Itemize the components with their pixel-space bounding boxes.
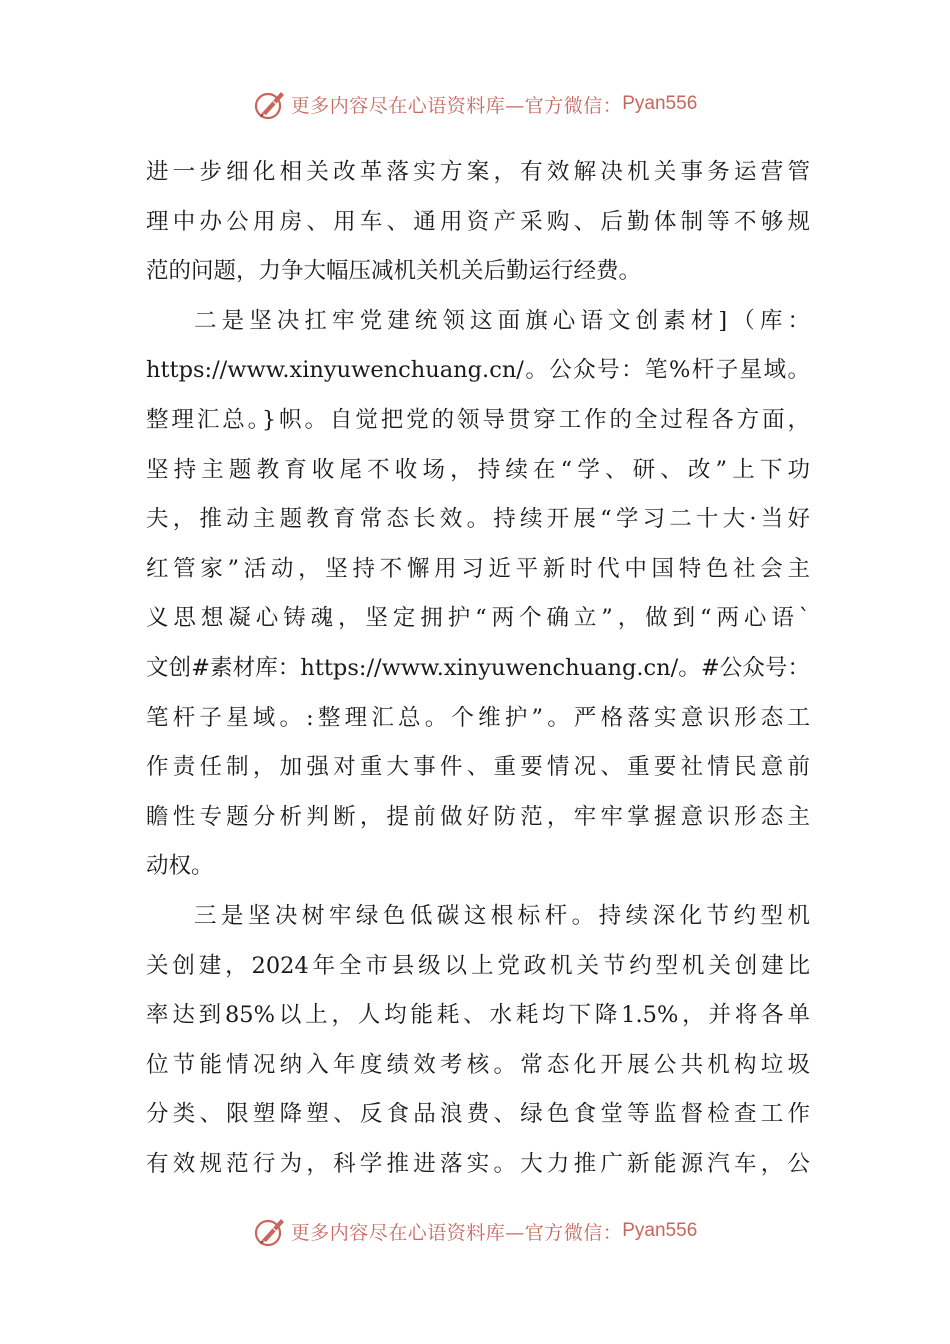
text-line: 文创#素材库：https://www.xinyuwenchuang.cn/。#公众号： bbox=[146, 654, 810, 681]
header-banner bbox=[0, 84, 950, 124]
quill-pen-logo-icon bbox=[253, 87, 287, 121]
text-line: 红管家”活动，坚持不懈用习近平新时代中国特色社会主 bbox=[146, 555, 810, 582]
text-line: 范的问题，力争大幅压减机关机关后勤运行经费。 bbox=[146, 258, 642, 285]
header-wechat-id: Pyan556 bbox=[622, 93, 698, 114]
quill-pen-logo-icon bbox=[253, 1214, 287, 1248]
text-line: 瞻性专题分析判断，提前做好防范，牢牢掌握意识形态主 bbox=[146, 803, 810, 830]
text-line: 率达到85%以上，人均能耗、水耗均下降1.5%，并将各单 bbox=[146, 1002, 810, 1029]
text-line: 夫，推动主题教育常态长效。持续开展“学习二十大·当好 bbox=[146, 506, 810, 533]
text-line: 理中办公用房、用车、通用资产采购、后勤体制等不够规 bbox=[146, 208, 810, 235]
text-line: https://www.xinyuwenchuang.cn/。公众号：笔%杆子星域。 bbox=[146, 357, 810, 384]
text-line: 位节能情况纳入年度绩效考核。常态化开展公共机构垃圾 bbox=[146, 1051, 810, 1078]
text-line: 分类、限塑降塑、反食品浪费、绿色食堂等监督检查工作 bbox=[146, 1101, 810, 1128]
paragraph-start-line: 三是坚决树牢绿色低碳这根标杆。持续深化节约型机 bbox=[194, 902, 810, 929]
footer-banner-text: 更多内容尽在心语资料库—官方微信： bbox=[290, 1221, 623, 1244]
text-line: 坚持主题教育收尾不收场，持续在“学、研、改”上下功 bbox=[146, 456, 810, 483]
text-line: 有效规范行为，科学推进落实。大力推广新能源汽车，公 bbox=[146, 1150, 810, 1177]
text-line: 笔杆子星域。:整理汇总。个维护”。严格落实意识形态工 bbox=[146, 704, 810, 731]
footer-banner bbox=[0, 1211, 950, 1251]
paragraph-start-line: 二是坚决扛牢党建统领这面旗心语文创素材]（库： bbox=[194, 307, 810, 334]
text-line: 动权。 bbox=[146, 853, 214, 880]
text-line: 关创建，2024年全市县级以上党政机关节约型机关创建比 bbox=[146, 952, 810, 979]
text-line: 进一步细化相关改革落实方案，有效解决机关事务运营管 bbox=[146, 159, 810, 185]
document-body bbox=[146, 148, 810, 1189]
text-line: 作责任制，加强对重大事件、重要情况、重要社情民意前 bbox=[146, 754, 810, 781]
footer-wechat-id: Pyan556 bbox=[622, 1220, 698, 1241]
text-line: 义思想凝心铸魂，坚定拥护“两个确立”，做到“两心语` bbox=[146, 605, 810, 632]
header-banner-text: 更多内容尽在心语资料库—官方微信： bbox=[290, 94, 623, 117]
text-line: 整理汇总。}帜。自觉把党的领导贯穿工作的全过程各方面， bbox=[146, 406, 810, 433]
